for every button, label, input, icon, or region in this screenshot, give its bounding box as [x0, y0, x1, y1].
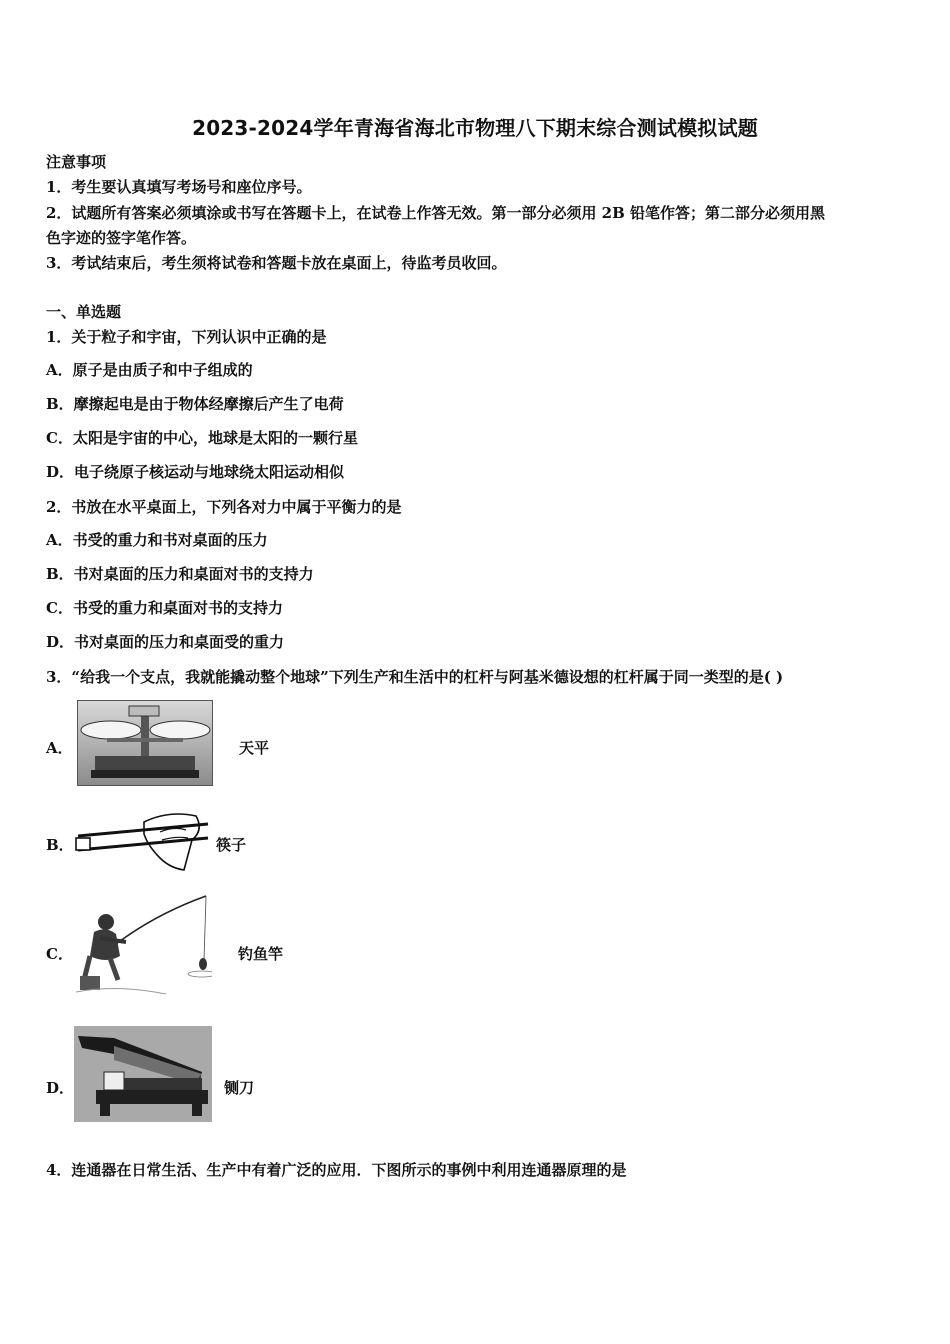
chopsticks-picture	[74, 810, 210, 872]
question-3-option-c-label: 钓鱼竿	[238, 945, 284, 963]
question-3-option-b-letter: B．	[46, 836, 74, 854]
question-2-option-b: B．书对桌面的压力和桌面对书的支持力	[46, 565, 314, 583]
balance-scale-picture	[77, 700, 213, 786]
question-1-stem: 1．关于粒子和宇宙，下列认识中正确的是	[46, 328, 327, 346]
question-3-option-d-label: 铡刀	[224, 1079, 255, 1097]
question-4-stem: 4．连通器在日常生活、生产中有着广泛的应用．下图所示的事例中利用连通器原理的是	[46, 1161, 627, 1179]
question-3-option-d-letter: D．	[46, 1079, 75, 1097]
exam-title: 2023-2024学年青海省海北市物理八下期末综合测试模拟试题	[192, 116, 758, 140]
question-2-stem: 2．书放在水平桌面上，下列各对力中属于平衡力的是	[46, 498, 402, 516]
question-1-option-c: C．太阳是宇宙的中心，地球是太阳的一颗行星	[46, 429, 358, 447]
question-1-option-d: D．电子绕原子核运动与地球绕太阳运动相似	[46, 463, 345, 481]
question-3-option-a-label: 天平	[239, 739, 270, 757]
question-1-option-a: A．原子是由质子和中子组成的	[46, 361, 253, 379]
question-3-option-a-letter: A．	[46, 739, 73, 757]
notice-item-2: 2．试题所有答案必须填涂或书写在答题卡上，在试卷上作答无效。第一部分必须用 2B 铅笔作答；第二部分必须用黑	[46, 204, 826, 222]
notice-heading: 注意事项	[46, 153, 107, 171]
notice-item-3: 3．考试结束后，考生须将试卷和答题卡放在桌面上，待监考员收回。	[46, 254, 507, 272]
notice-item-2-cont: 色字迹的签字笔作答。	[46, 229, 197, 247]
notice-item-1: 1．考生要认真填写考场号和座位序号。	[46, 178, 312, 196]
question-3-option-c-letter: C．	[46, 945, 73, 963]
question-3-option-b-label: 筷子	[216, 836, 247, 854]
fishing-rod-picture	[76, 894, 212, 998]
question-2-option-c: C．书受的重力和桌面对书的支持力	[46, 599, 283, 617]
section-heading: 一、单选题	[46, 303, 122, 321]
question-1-option-b: B．摩擦起电是由于物体经摩擦后产生了电荷	[46, 395, 344, 413]
question-2-option-d: D．书对桌面的压力和桌面受的重力	[46, 633, 285, 651]
question-3-stem: 3．“给我一个支点，我就能撬动整个地球”下列生产和生活中的杠杆与阿基米德设想的杠杆属于同一类型的是( )	[46, 668, 784, 686]
question-2-option-a: A．书受的重力和书对桌面的压力	[46, 531, 268, 549]
guillotine-cutter-picture	[74, 1026, 212, 1122]
